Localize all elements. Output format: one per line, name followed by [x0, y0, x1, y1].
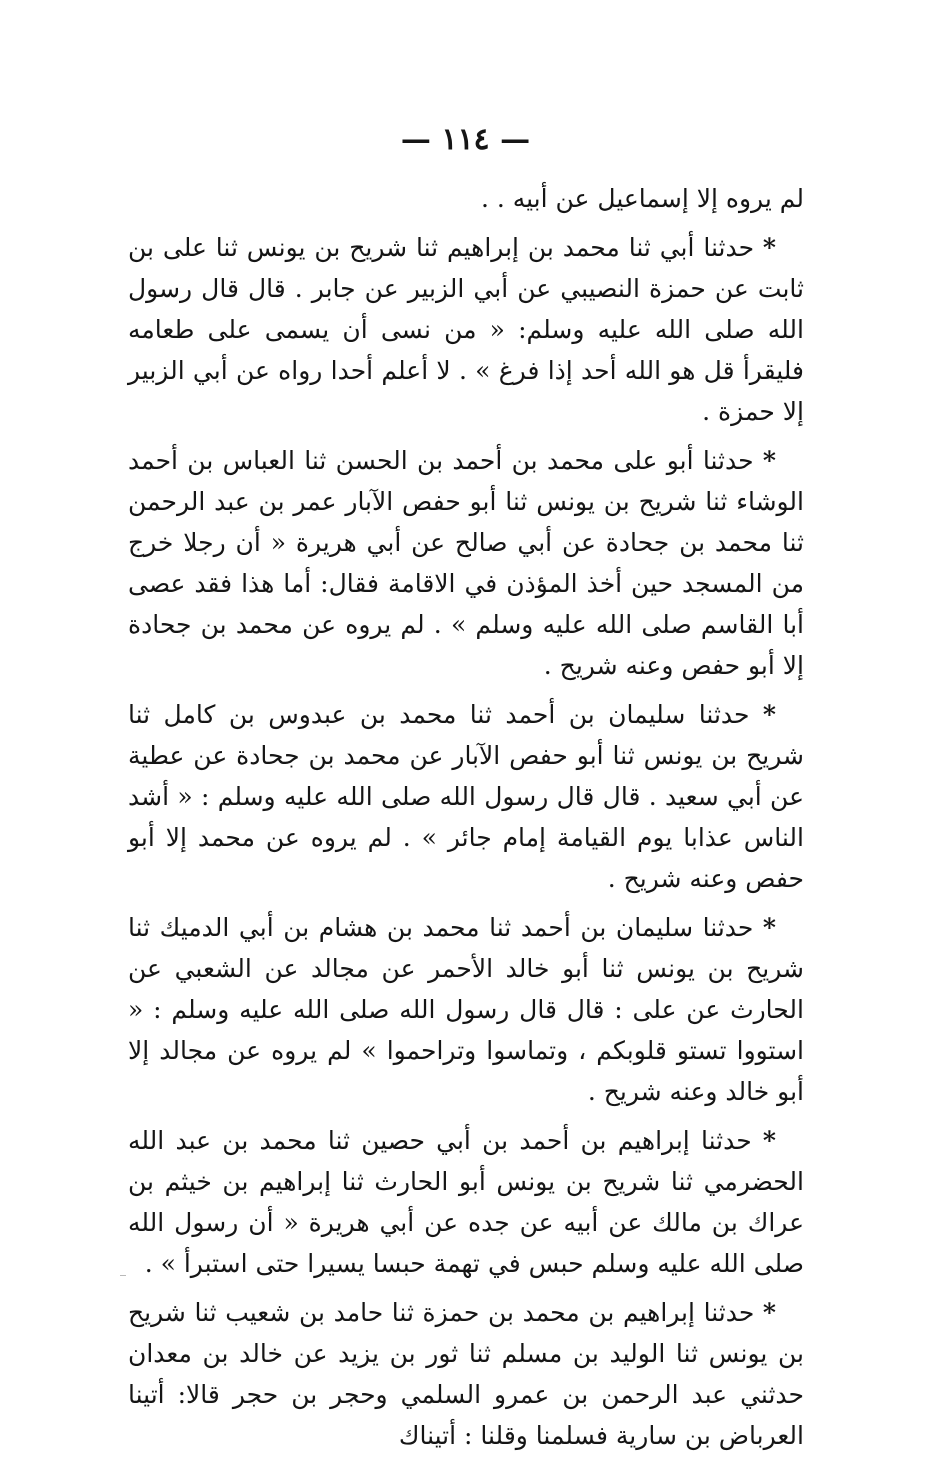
paragraph-text: لم يروه إلا إسماعيل عن أبيه . . [480, 184, 804, 213]
hadith-paragraph [128, 227, 804, 432]
paragraph-continuation [128, 178, 804, 219]
asterisk-marker: * [762, 446, 776, 475]
hadith-paragraph [128, 1292, 804, 1456]
hadith-paragraph [128, 440, 804, 686]
hadith-paragraph [128, 1120, 804, 1284]
paragraph-text: حدثنا إبراهيم بن أحمد بن أبي حصين ثنا محمد بن عبد الله الحضرمي ثنا شريح بن يونس أبو الحارث ثنا إبراهيم بن خيثم بن عراك بن مالك عن أبيه عن جده عن أبي هريرة « أن رسول الله صلى الله عليه وسلم حبس في تهمة حبسا يسيرا حتى استبرأ » . [128, 1126, 804, 1278]
paragraph-text: حدثنا إبراهيم بن محمد بن حمزة ثنا حامد بن شعيب ثنا شريح بن يونس ثنا الوليد بن مسلم ثنا ثور بن يزيد عن خالد بن معدان حدثني عبد الرحمن بن عمرو السلمي وحجر بن حجر قالا: أتينا العرباض بن سارية فسلمنا وقلنا : أتيناك [128, 1298, 804, 1450]
hadith-paragraph [128, 694, 804, 899]
asterisk-marker: * [762, 233, 776, 262]
asterisk-marker: * [762, 700, 776, 729]
asterisk-marker: * [762, 1298, 776, 1327]
page-number: — ١١٤ — [400, 122, 531, 157]
paragraph-text: حدثنا أبو على محمد بن أحمد بن الحسن ثنا العباس بن أحمد الوشاء ثنا شريح بن يونس ثنا أبو حفص الآبار عمر بن عبد الرحمن ثنا محمد بن جحادة عن أبي صالح عن أبي هريرة « أن رجلا خرج من المسجد حين أخذ المؤذن في الاقامة فقال: أما هذا فقد عصى أبا القاسم صلى الله عليه وسلم » . لم يروه عن محمد بن جحادة إلا أبو حفص وعنه شريح . [128, 446, 804, 680]
asterisk-marker: * [762, 913, 776, 942]
asterisk-marker: * [762, 1126, 776, 1155]
paragraph-text: حدثنا سليمان بن أحمد ثنا محمد بن هشام بن أبي الدميك ثنا شريح بن يونس ثنا أبو خالد الأحمر عن مجالد عن الشعبي عن الحارث عن على : قال قال رسول الله صلى الله عليه وسلم : « استووا تستو قلوبكم ، وتماسوا وتراحموا » لم يروه عن مجالد إلا أبو خالد وعنه شريح . [128, 913, 804, 1106]
hadith-text-body [128, 178, 804, 1464]
scan-speck [120, 1275, 126, 1276]
paragraph-text: حدثنا سليمان بن أحمد ثنا محمد بن عبدوس بن كامل ثنا شريح بن يونس ثنا أبو حفص الآبار عن محمد بن جحادة عن عطية عن أبي سعيد . قال قال رسول الله صلى الله عليه وسلم : « أشد الناس عذابا يوم القيامة إمام جائر » . لم يروه عن محمد إلا أبو حفص وعنه شريح . [128, 700, 804, 893]
hadith-paragraph [128, 907, 804, 1112]
paragraph-text: حدثنا أبي ثنا محمد بن إبراهيم ثنا شريح بن يونس ثنا على بن ثابت عن حمزة النصيبي عن أبي الزبير عن جابر . قال قال رسول الله صلى الله عليه وسلم: « من نسى أن يسمى على طعامه فليقرأ قل هو الله أحد إذا فرغ » . لا أعلم أحدا رواه عن أبي الزبير إلا حمزة . [128, 233, 804, 426]
